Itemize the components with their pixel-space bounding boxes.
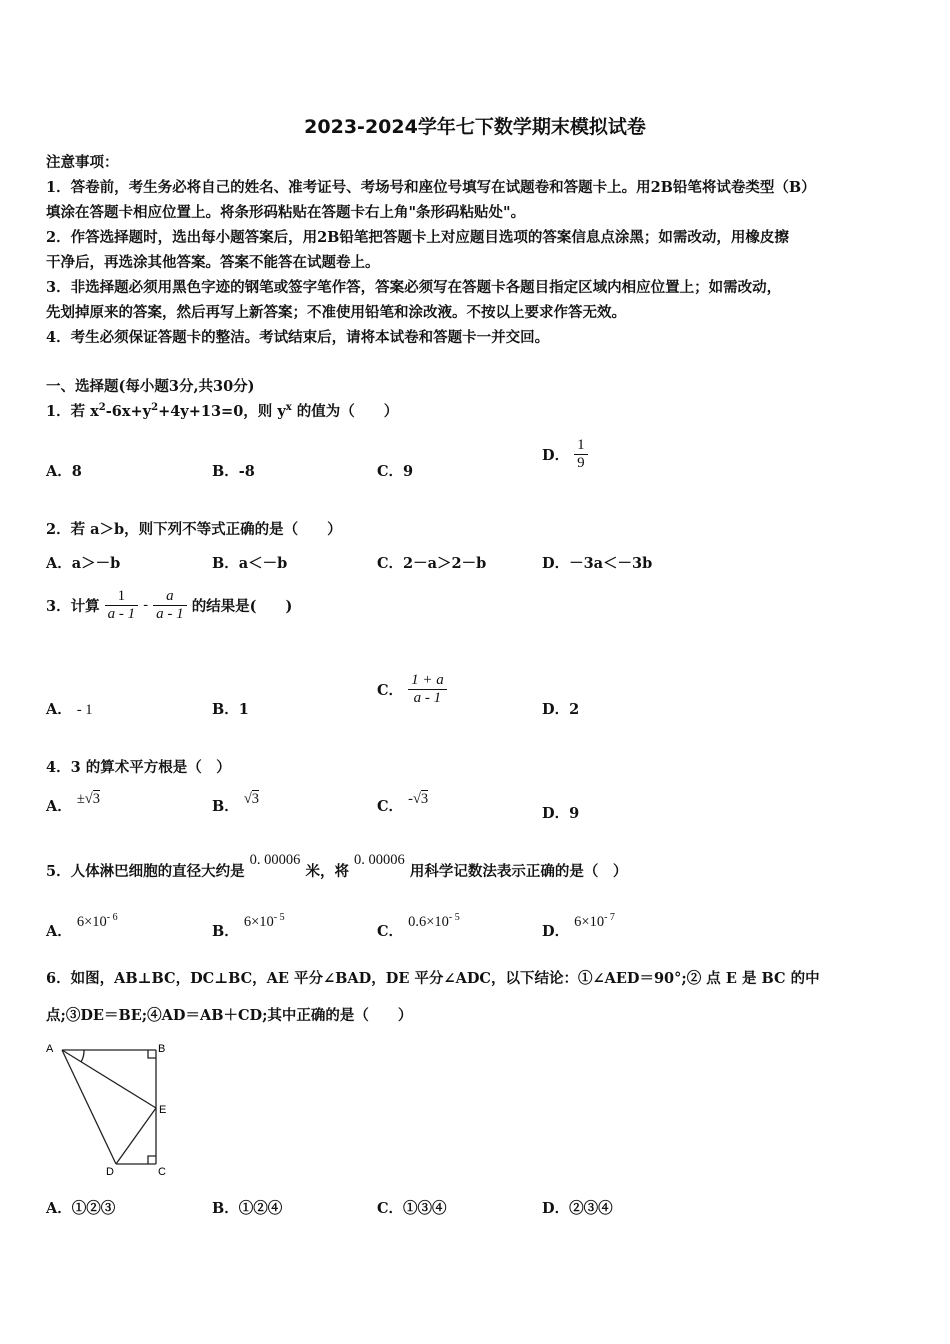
q5-d-exp: - 7 [604,912,615,924]
label-a: A [46,1043,54,1055]
note-line: 2．作答选择题时，选出每小题答案后，用2B铅笔把答题卡上对应题目选项的答案信息点涂黑；如需改动，用橡皮擦 [46,229,789,246]
q1-mid1: -6x+y [105,403,152,420]
q1-option-b[interactable]: B．-8 [212,463,255,480]
sqrt-icon: √ [243,791,252,807]
q4-option-a-value [77,791,100,807]
q3-option-c-label: C． [377,682,404,699]
q1-suffix: 的值为（ ） [291,403,399,420]
notes-section [46,150,906,350]
q3-option-c-fraction [408,672,447,707]
q5-option-b[interactable] [212,912,285,941]
sqrt-icon: √ [412,791,421,807]
q5-option-a-value [77,914,118,930]
q3-option-d[interactable]: D．2 [542,701,580,718]
label-e: E [159,1104,167,1116]
q5-b-exp: - 5 [273,912,285,924]
question-1-stem [46,400,398,421]
q5-option-c[interactable] [377,912,460,941]
q5-option-c-value [408,914,460,930]
right-angle-b [148,1050,156,1058]
q4-option-a-label: A． [46,798,72,815]
question-2-stem: 2．若 a＞b，则下列不等式正确的是（ ） [46,521,342,538]
q5-d-base: 6×10 [574,914,605,930]
q4-a-sign: ± [76,791,85,807]
q5-suffix: 用科学记数法表示正确的是（ ） [409,863,628,880]
q3-c-denominator: a - 1 [408,689,447,707]
geometry-figure [44,1038,174,1178]
label-d: D [106,1166,114,1178]
q2-option-d[interactable]: D．－3a＜－3b [542,555,653,572]
note-line: 填涂在答题卡相应位置上。将条形码粘贴在答题卡右上角"条形码粘贴处"。 [46,204,526,221]
q4-b-radicand: 3 [251,791,260,807]
note-line: 1．答卷前，考生务必将自己的姓名、准考证号、考场号和座位号填写在试题卷和答题卡上。用2B铅笔将试卷类型（B） [46,179,816,196]
q5-a-base: 6×10 [76,914,107,930]
q1-d-numerator: 1 [577,437,585,453]
q5-option-b-label: B． [212,923,239,940]
q5-a-exp: - 6 [106,912,118,924]
q4-option-b-value [244,791,259,807]
q5-option-d-value [574,914,615,930]
label-b: B [158,1043,166,1055]
q1-option-d-label: D． [542,447,570,464]
q5-option-d[interactable] [542,912,615,941]
q3-f2-denominator: a - 1 [153,605,187,623]
question-5-stem [46,852,628,881]
question-4-stem: 4．3 的算术平方根是（ ） [46,759,231,776]
q3-fraction-1 [105,588,139,623]
q3-c-numerator: 1 + a [411,672,444,688]
q5-number-2: 0. 00006 [354,852,405,868]
q3-option-a[interactable] [46,698,93,719]
note-line: 干净后，再选涂其他答案。答案不能答在试题卷上。 [46,254,380,271]
q5-option-d-label: D． [542,923,570,940]
q5-number: 0. 00006 [249,852,301,868]
q6-option-c[interactable]: C．①③④ [377,1200,447,1217]
question-3-stem [46,588,292,623]
q5-option-a-label: A． [46,923,72,940]
sqrt-icon: √ [84,791,93,807]
q5-option-b-value [244,914,285,930]
q3-option-b[interactable]: B．1 [212,701,249,718]
note-line: 先划掉原来的答案，然后再写上新答案；不准使用铅笔和涂改液。不按以上要求作答无效。 [46,304,626,321]
q1-option-c[interactable]: C．9 [377,463,414,480]
q3-f1-numerator: 1 [117,588,126,604]
q4-c-radicand: 3 [420,791,429,807]
q3-prefix: 3．计算 [46,598,100,615]
q4-c-sign: - [408,791,413,807]
q4-option-d[interactable]: D．9 [542,805,580,822]
question-6-line-1: 6．如图，AB⊥BC，DC⊥BC，AE 平分∠BAD，DE 平分∠ADC，以下结论：①∠AED＝90°;② 点 E 是 BC 的中 [46,970,820,987]
note-line: 4．考生必须保证答题卡的整洁。考试结束后，请将本试卷和答题卡一并交回。 [46,329,550,346]
q6-option-a[interactable]: A．①②③ [46,1200,116,1217]
q5-option-c-label: C． [377,923,404,940]
q1-prefix: 1．若 x [46,403,99,420]
section-heading: 一、选择题(每小题3分,共30分) [46,378,255,395]
q2-option-a[interactable]: A．a＞－b [46,555,121,572]
q5-option-a[interactable] [46,912,118,941]
q3-fraction-2 [153,588,187,623]
q4-option-c[interactable] [377,791,429,816]
q4-option-b[interactable] [212,791,260,816]
q3-suffix: 的结果是( ) [191,598,293,615]
q5-prefix: 5．人体淋巴细胞的直径大约是 [46,863,245,880]
q1-option-d[interactable] [542,437,588,472]
q3-minus: - [143,597,149,613]
q1-sup2: 2 [151,402,159,414]
q1-d-denominator: 9 [574,454,588,472]
page-title: 2023-2024学年七下数学期末模拟试卷 [304,116,646,138]
note-line: 3．非选择题必须用黑色字迹的钢笔或签字笔作答，答案必须写在答题卡各题目指定区域内相应位置上；如需改动， [46,279,782,296]
q1-sup1: 2 [98,402,106,414]
q6-option-d[interactable]: D．②③④ [542,1200,613,1217]
q5-c-exp: - 5 [448,912,460,924]
q3-f1-denominator: a - 1 [105,605,139,623]
q3-option-c[interactable] [377,672,447,707]
q6-option-b[interactable]: B．①②④ [212,1200,283,1217]
notes-heading: 注意事项： [46,154,119,171]
q4-option-c-value [408,791,428,807]
q3-option-a-label: A． [46,701,72,718]
q5-b-base: 6×10 [243,914,274,930]
q4-option-c-label: C． [377,798,404,815]
question-6-line-2: 点;③DE＝BE;④AD＝AB＋CD;其中正确的是（ ） [46,1007,413,1024]
q5-c-base: 0.6×10 [408,914,449,930]
q3-f2-numerator: a [166,588,174,604]
q2-option-b[interactable]: B．a＜－b [212,555,288,572]
q1-sup3: x [285,402,292,414]
angle-arc-a [81,1050,84,1062]
q4-a-radicand: 3 [92,791,101,807]
label-c: C [158,1166,166,1178]
q1-mid2: +4y+13=0，则 y [158,403,286,420]
q2-option-c[interactable]: C．2－a＞2－b [377,555,487,572]
q4-option-a[interactable] [46,791,101,816]
q5-mid: 米，将 [305,863,349,880]
q3-option-a-value: - 1 [76,702,93,718]
q4-option-b-label: B． [212,798,239,815]
q1-option-a[interactable]: A．8 [46,463,82,480]
q1-option-d-fraction [574,437,588,472]
right-angle-c [148,1156,156,1164]
